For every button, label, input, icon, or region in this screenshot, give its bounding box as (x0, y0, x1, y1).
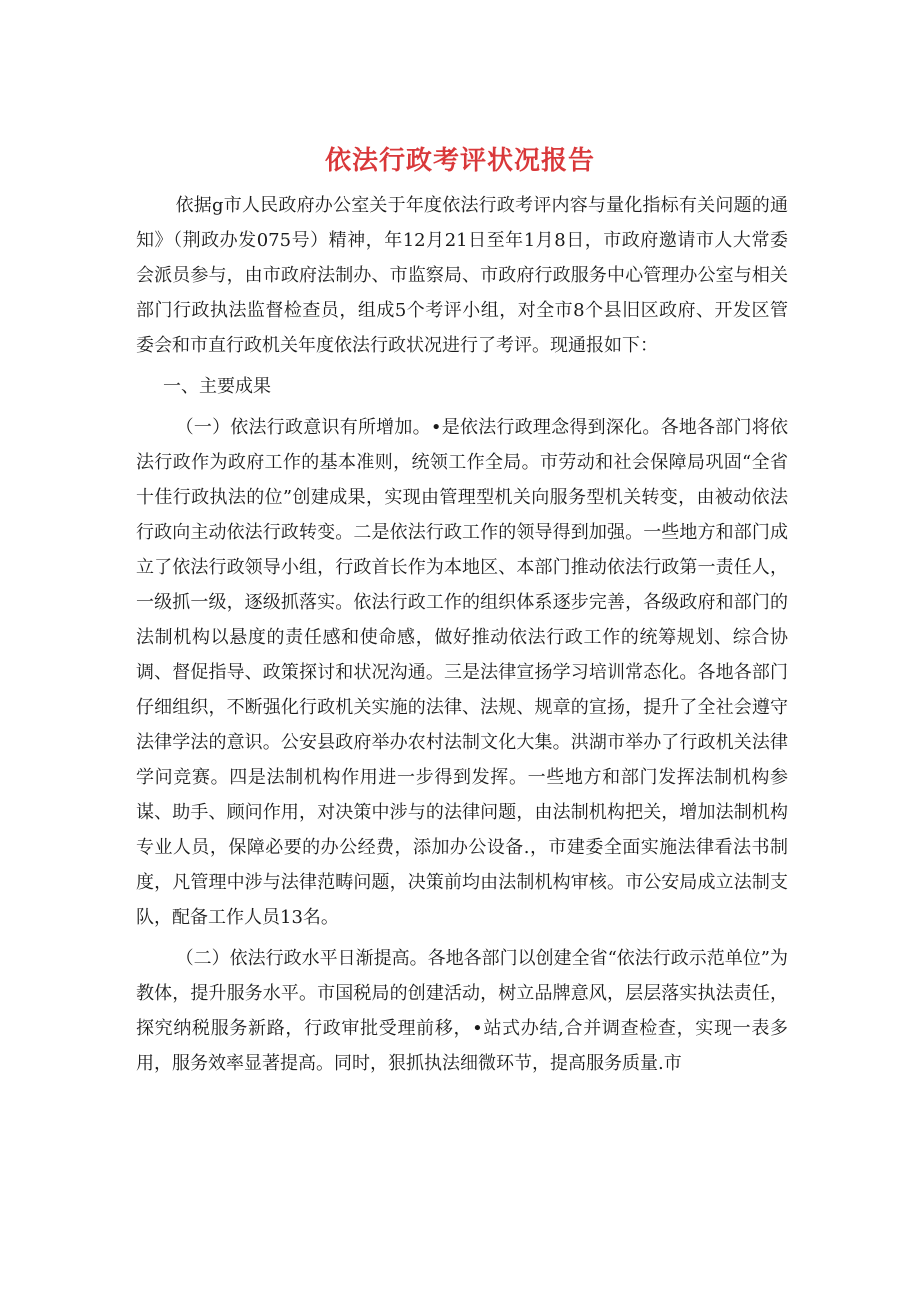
document-body (136, 188, 788, 1087)
subsection-1-paragraph: （一）依法行政意识有所增加。•是依法行政理念得到深化。各地各部门将依法行政作为政府工作的基本准则，统领工作全局。市劳动和社会保障局巩固“全省十佳行政执法的位”创建成果，实现由管理型机关向服务型机关转变，由被动依法行政向主动依法行政转变。二是依法行政工作的领导得到加强。一些地方和部门成立了依法行政领导小组，行政首长作为本地区、本部门推动依法行政第一责任人，一级抓一级，逐级抓落实。依法行政工作的组织体系逐步完善，各级政府和部门的法制机构以悬度的责任感和使命感，做好推动依法行政工作的统筹规划、综合协调、督促指导、政策探讨和状况沟通。三是法律宣扬学习培训常态化。各地各部门仔细组织，不断强化行政机关实施的法律、法规、规章的宣扬，提升了全社会遵守法律学法的意识。公安县政府举办农村法制文化大集。洪湖市举办了行政机关法律学问竞赛。四是法制机构作用进一步得到发挥。一些地方和部门发挥法制机构参谋、助手、顾问作用，对决策中涉与的法律问题，由法制机构把关，增加法制机构专业人员，保障必要的办公经费，添加办公设备.，市建委全面实施法律看法书制度，凡管理中涉与法律范畴问题，决策前均由法制机构审核。市公安局成立法制支队，配备工作人员13名。 (136, 417, 788, 928)
document-title: 依法行政考评状况报告 (324, 146, 595, 176)
section-heading-main-results: 一、主要成果 (163, 376, 271, 397)
intro-paragraph: 依据g市人民政府办公室关于年度依法行政考评内容与量化指标有关问题的通知》（荆政办发075号）精神，年12月21日至年1月8日，市政府邀请市人大常委会派员参与，由市政府法制办、市监察局、市政府行政服务中心管理办公室与相关部门行政执法监督检查员，组成5个考评小组，对全市8个县旧区政府、开发区管委会和市直行政机关年度依法行政状况进行了考评。现通报如下： (136, 195, 788, 356)
subsection-2-paragraph: （二）依法行政水平日渐提高。各地各部门以创建全省“依法行政示范单位”为教体，提升服务水平。市国税局的创建活动，树立品牌意风，层层落实执法责任，探究纳税服务新路，行政审批受理前移，•站式办结,合并调查检查，实现一表多用，服务效率显著提高。同时，狠抓执法细微环节，提高服务质量.市 (136, 948, 788, 1074)
